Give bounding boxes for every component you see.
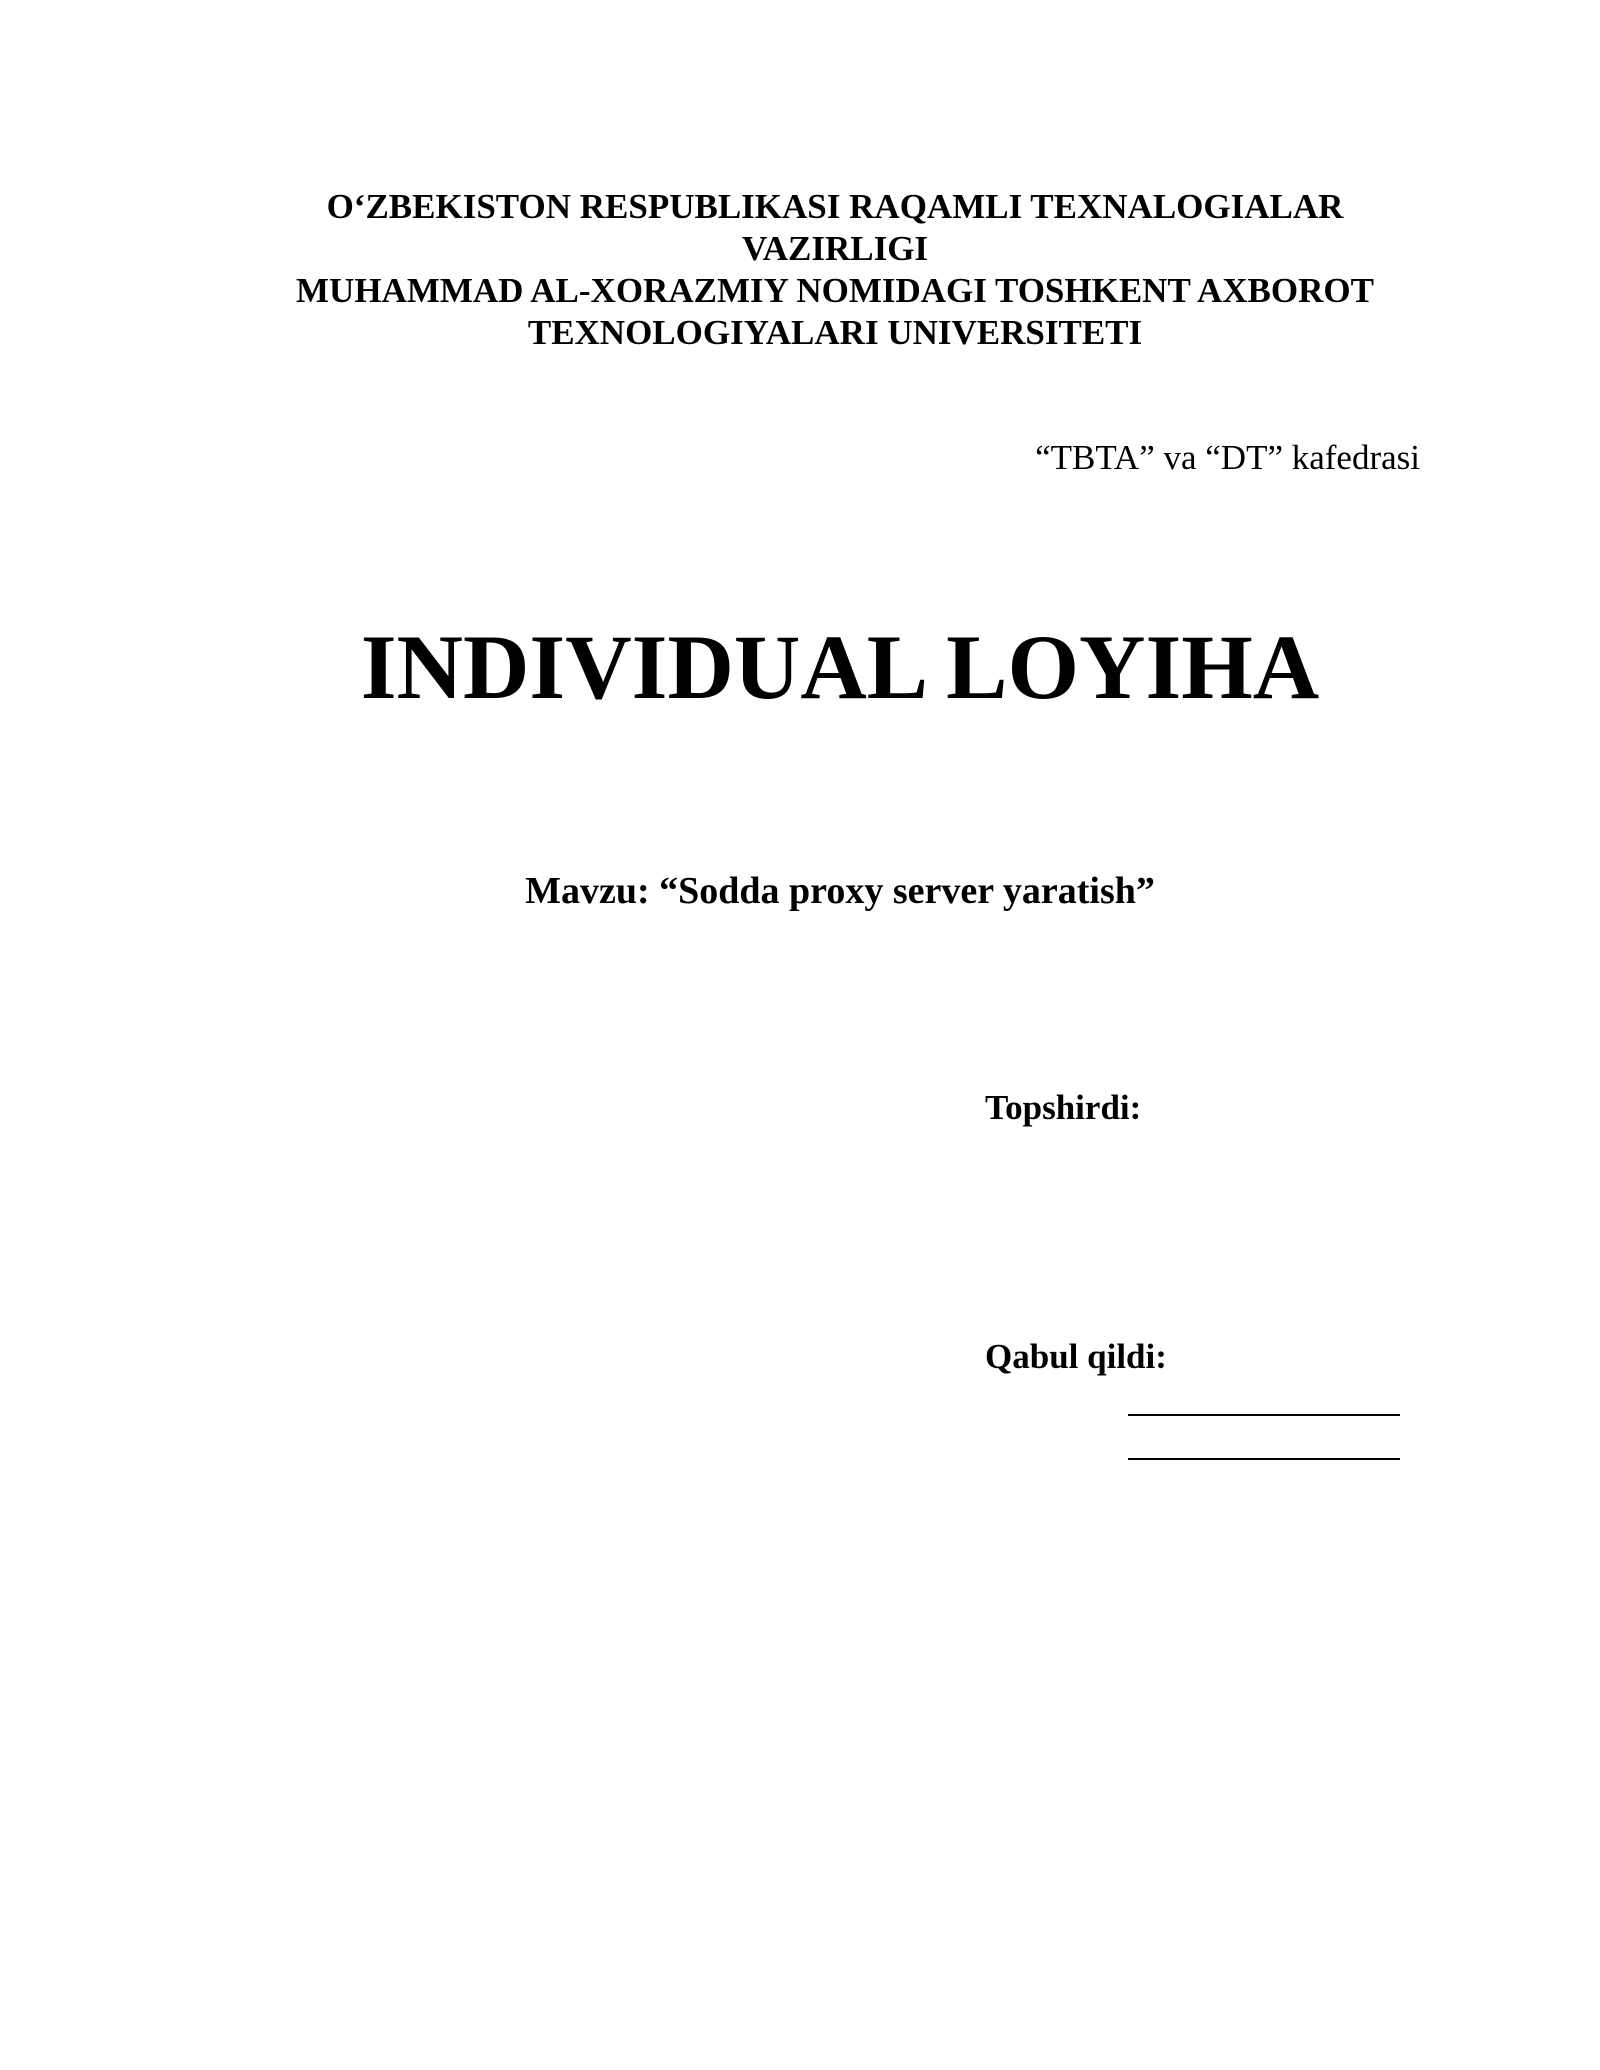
ministry-line-1: O‘ZBEKISTON RESPUBLIKASI RAQAMLI TEXNALOGIALAR bbox=[326, 187, 1344, 226]
ministry-line-2: VAZIRLIGI bbox=[741, 229, 929, 268]
submitted-by-label: Topshirdi: bbox=[985, 1088, 1142, 1127]
department-name: “TBTA” va “DT” kafedrasi bbox=[1035, 438, 1420, 477]
accepted-by-label: Qabul qildi: bbox=[985, 1337, 1167, 1376]
signature-line bbox=[1128, 1458, 1400, 1460]
signature-line bbox=[1128, 1414, 1400, 1416]
university-line-1: MUHAMMAD AL-XORAZMIY NOMIDAGI TOSHKENT AXBOROT bbox=[296, 271, 1374, 310]
document-title: INDIVIDUAL LOYIHA bbox=[360, 616, 1320, 718]
institution-header bbox=[240, 186, 1430, 354]
university-line-2: TEXNOLOGIYALARI UNIVERSITETI bbox=[527, 313, 1143, 352]
project-topic: Mavzu: “Sodda proxy server yaratish” bbox=[525, 870, 1155, 912]
